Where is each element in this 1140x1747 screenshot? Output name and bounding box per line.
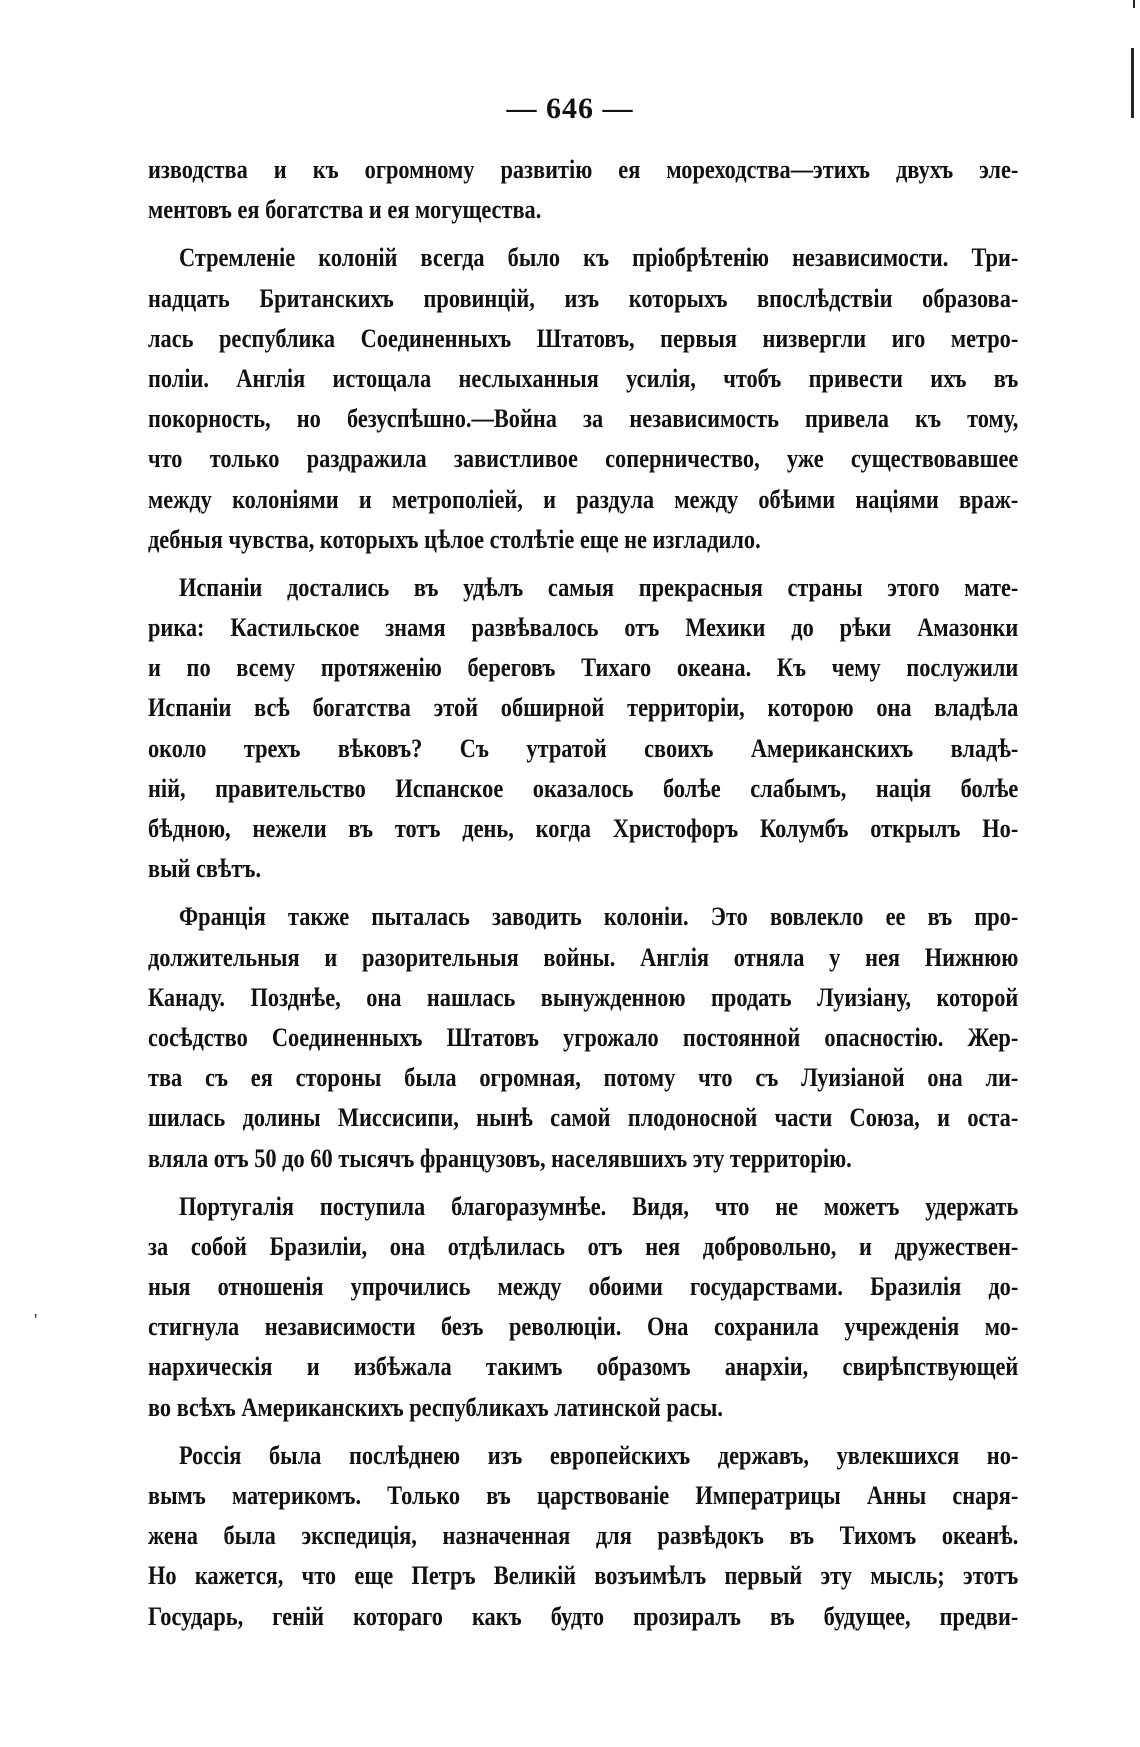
paragraph-5 bbox=[148, 1187, 1018, 1428]
page-number: — 646 — bbox=[506, 92, 634, 125]
text-line: тва съ ея стороны была огромная, потому что съ Луизіаной она ли- bbox=[148, 1063, 1019, 1093]
text-line: Португалія поступила благоразумнѣе. Видя, что не можетъ удержать bbox=[178, 1191, 1019, 1221]
text-line: Государь, геній котораго какъ будто прозиралъ въ будущее, предви- bbox=[148, 1601, 1019, 1631]
text-line: ныя отношенія упрочились между обоими государствами. Бразилія до- bbox=[148, 1272, 1019, 1302]
page-edge-mark-top bbox=[1133, 0, 1135, 8]
text-line: нархическія и избѣжала такимъ образомъ анархіи, свирѣпствующей bbox=[148, 1352, 1019, 1382]
text-line: должительныя и разорительныя войны. Англія отняла у нея Нижнюю bbox=[148, 942, 1019, 972]
text-line: покорность, но безуспѣшно.—Война за независимость привела къ тому, bbox=[148, 404, 1019, 434]
text-line: лась республика Соединенныхъ Штатовъ, первыя низвергли иго метро- bbox=[148, 323, 1019, 353]
text-line: вляла отъ 50 до 60 тысячъ французовъ, населявшихъ эту территорію. bbox=[148, 1143, 852, 1173]
text-line: вымъ материкомъ. Только въ царствованіе Императрицы Анны снаря- bbox=[148, 1481, 1019, 1510]
text-line: за собой Бразиліи, она отдѣлилась отъ нея добровольно, и дружествен- bbox=[148, 1231, 1019, 1261]
text-line: во всѣхъ Американскихъ республикахъ латинской расы. bbox=[148, 1392, 723, 1422]
text-line: стигнула независимости безъ революціи. Она сохранила учрежденія мо- bbox=[148, 1312, 1019, 1342]
text-line: дебныя чувства, которыхъ цѣлое столѣтіе еще не изгладило. bbox=[148, 524, 761, 554]
text-line: Испаніи всѣ богатства этой обширной территоріи, которою она владѣла bbox=[148, 693, 1019, 723]
text-line: ній, правительство Испанское оказалось болѣе слабымъ, нація болѣе bbox=[148, 773, 1019, 803]
text-line: и по всему протяженію береговъ Тихаго океана. Къ чему послужили bbox=[148, 653, 1019, 683]
paragraph-6 bbox=[148, 1436, 1018, 1637]
text-line: бѣдною, нежели въ тотъ день, когда Христофоръ Колумбъ открылъ Но- bbox=[148, 814, 1019, 843]
text-line: Россія была послѣднею изъ европейскихъ державъ, увлекшихся но- bbox=[178, 1440, 1019, 1470]
text-line: жена была экспедиція, назначенная для развѣдокъ въ Тихомъ океанѣ. bbox=[148, 1521, 1019, 1551]
text-line: рика: Кастильское знамя развѣвалось отъ Мехики до рѣки Амазонки bbox=[148, 613, 1019, 643]
text-line: Испаніи достались въ удѣлъ самыя прекрасныя страны этого мате- bbox=[178, 572, 1019, 602]
margin-mark: ' bbox=[34, 1310, 38, 1330]
text-line: Стремленіе колоній всегда было къ пріобрѣтенію независимости. Три- bbox=[178, 243, 1019, 273]
text-line: изводства и къ огромному развитію ея мореходства—этихъ двухъ эле- bbox=[148, 155, 1019, 184]
text-line: ментовъ ея богатства и ея могущества. bbox=[148, 195, 542, 225]
text-line: Канаду. Позднѣе, она нашлась вынужденною продать Луизіану, которой bbox=[148, 982, 1019, 1012]
text-line: поліи. Англія истощала неслыханныя усилія, чтобъ привести ихъ въ bbox=[148, 363, 1019, 393]
paragraph-2 bbox=[148, 238, 1018, 560]
text-line: надцать Британскихъ провинцій, изъ которыхъ впослѣдствіи образова- bbox=[148, 283, 1019, 313]
text-body bbox=[148, 150, 1018, 1637]
text-line: шилась долины Миссисипи, нынѣ самой плодоносной части Союза, и оста- bbox=[148, 1103, 1019, 1133]
text-line: Франція также пыталась заводить колоніи. Это вовлекло ее въ про- bbox=[178, 902, 1019, 932]
text-line: Но кажется, что еще Петръ Великій возъимѣлъ первый эту мысль; этотъ bbox=[148, 1561, 1019, 1591]
text-line: около трехъ вѣковъ? Съ утратой своихъ Американскихъ владѣ- bbox=[148, 733, 1019, 763]
paragraph-1 bbox=[148, 150, 1018, 230]
text-line: между колоніями и метрополіей, и раздула между обѣими націями враж- bbox=[148, 484, 1019, 514]
text-line: вый свѣтъ. bbox=[148, 854, 262, 884]
paragraph-3 bbox=[148, 568, 1018, 890]
text-line: что только раздражила завистливое соперничество, уже существовавшее bbox=[148, 444, 1019, 474]
text-line: сосѣдство Соединенныхъ Штатовъ угрожало постоянной опасностію. Жер- bbox=[148, 1022, 1019, 1052]
paragraph-4 bbox=[148, 897, 1018, 1178]
